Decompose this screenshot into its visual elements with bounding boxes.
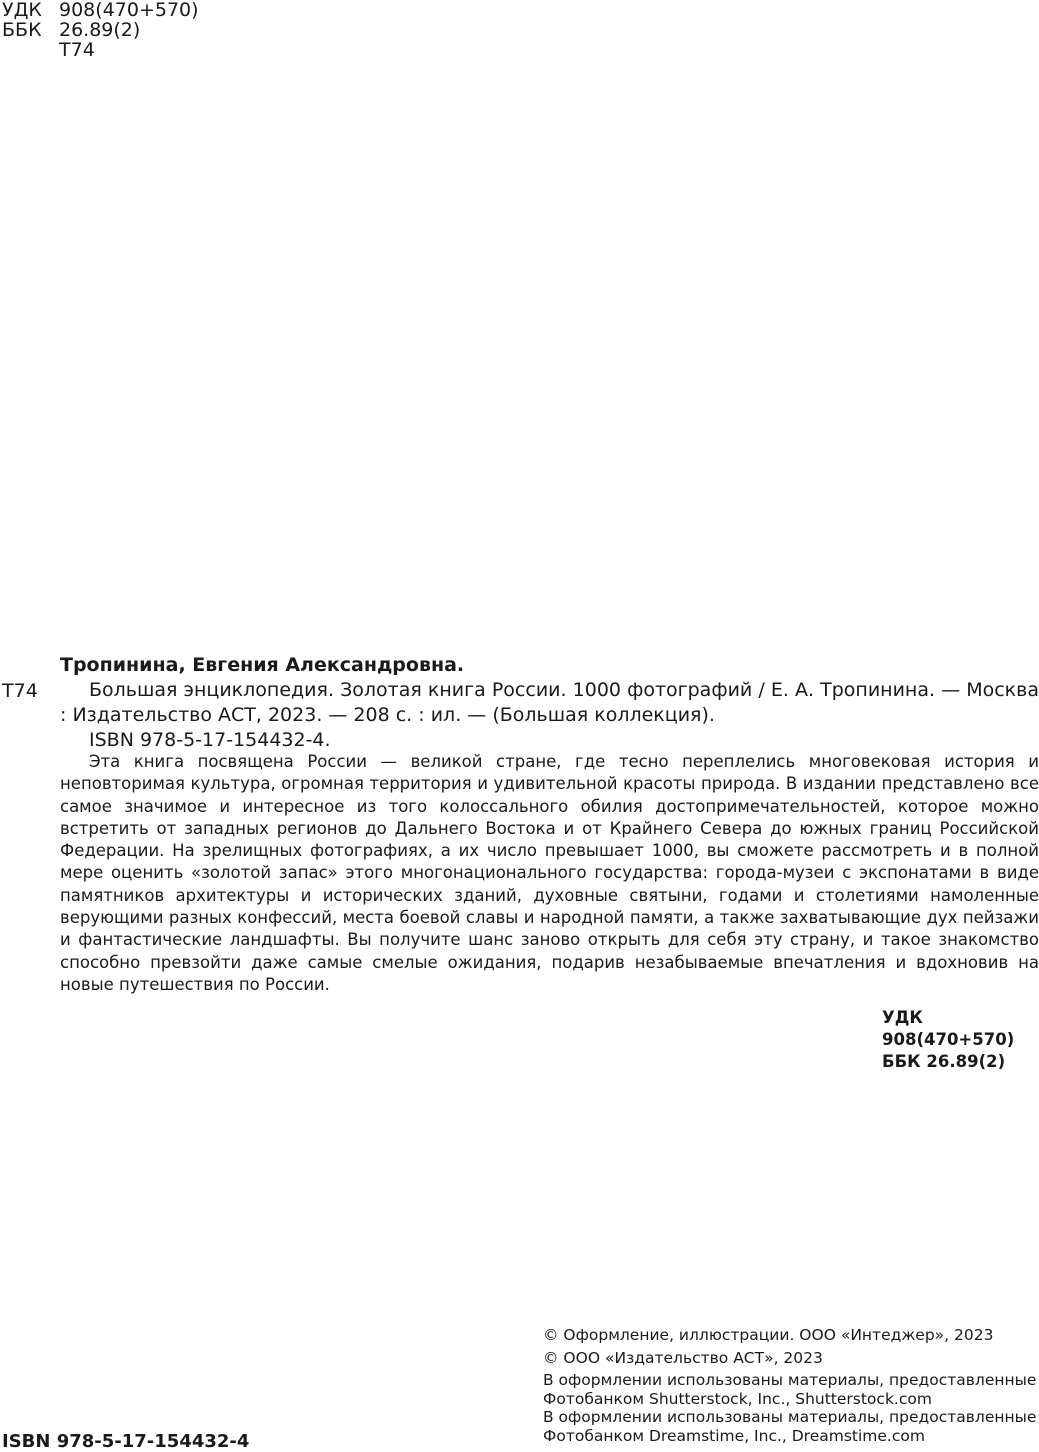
copyright-block [543,1326,1039,1445]
title-line: Большая энциклопедия. Золотая книга России. 1000 фотографий / Е. А. Тропинина. — Москва : Издательство АСТ, 2023. — 208 с. : ил. — (Большая коллекция). [60,679,1039,726]
annotation-text: Эта книга посвящена России — великой стране, где тесно переплелись многовековая история и неповторимая культура, огромная территория и удивительной красоты природа. В издании представлено все самое значимое и интересное из того колоссального обилия достопримечательностей, которое можно встретить от западных регионов до Дальнего Востока и от Крайнего Севера до южных границ Российской Федерации. На зрелищных фотографиях, а их число превышает 1000, вы сможете рассмотреть и в полной мере оценить «золотой запас» этого многонационального государства: города-музеи с экспонатами в виде памятников архитектуры и исторических зданий, духовные святыни, годами и столетиями намоленные верующими разных конфессий, места боевой славы и народной памяти, а также захватывающие дух пейзажи и фантастические ландшафты. Вы получите шанс заново открыть для себя эту страну, и такое знакомство способно превзойти даже самые смелые ожидания, подарив незабываемые впечатления и вдохновив на новые путешествия по России. [60,752,1039,994]
author-mark: Т74 [59,39,95,61]
annotation [60,751,1039,996]
udk-value: 908(470+570) [59,0,199,21]
bbk-label: ББК [2,19,42,41]
isbn-line: ISBN 978-5-17-154432-4. [89,729,331,751]
catalog-codes [882,1007,1039,1073]
bibliographic-description [60,678,1039,753]
catalog-author: Тропинина, Евгения Александровна. [60,654,465,676]
copyright-line-2: © ООО «Издательство АСТ», 2023 [543,1348,823,1367]
photo-credit-2: В оформлении использованы материалы, предоставленные Фотобанком Dreamstime, Inc., Dreamstime.com [543,1408,1037,1445]
copyright-line-1: © Оформление, иллюстрации. ООО «Интеджер», 2023 [543,1326,994,1344]
bbk-value: 26.89(2) [59,19,141,41]
udk-label: УДК [2,0,42,21]
catalog-udk: УДК 908(470+570) [882,1008,1015,1049]
isbn: ISBN 978-5-17-154432-4 [2,1431,250,1452]
catalog-bbk: ББК 26.89(2) [882,1052,1006,1071]
photo-credit-1: В оформлении использованы материалы, предоставленные Фотобанком Shutterstock, Inc., Shutterstock.com [543,1371,1037,1408]
catalog-author-mark: Т74 [2,680,38,702]
classification-codes [2,0,199,60]
